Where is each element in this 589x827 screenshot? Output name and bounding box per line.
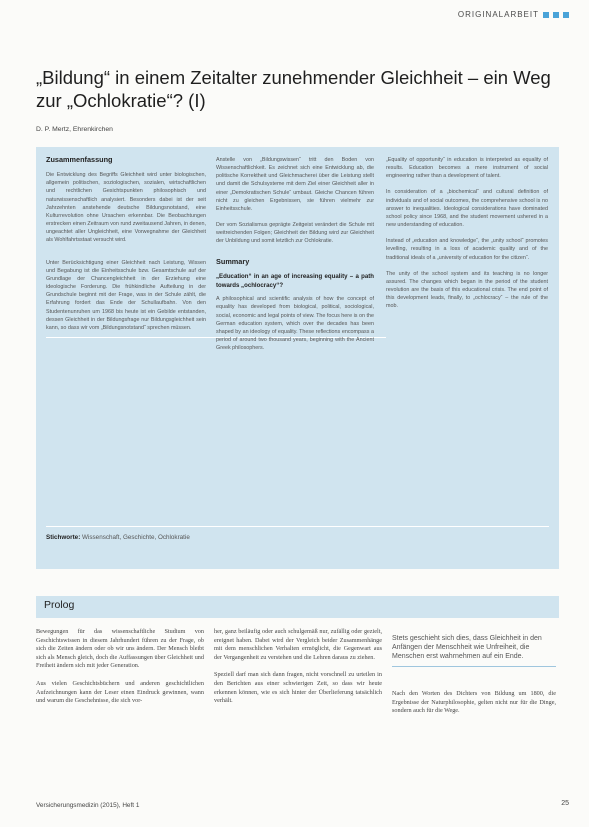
square-icon — [563, 12, 569, 18]
prolog-column-3 — [392, 690, 556, 725]
summary-paragraph: Die Entwicklung des Begriffs Gleichheit wird unter biologischen, allgemein politischen, soziologischen, sozialen, wirtschaftlichen und rechtlichen Gesichtspunkten philosophisch und naturwissenschaftlich analysiert. Besonders dabei ist der seit Jahrzehnten anstehende deutsche Bildungsnotstand, eine Kulturrevolution ohne Ursachen erkennbar. Die Beobachtungen erstrecken einen Zeitraum von rund zweitausend Jahren, in denen, ungeachtet aller Ungleichheit, eine Vorwegnahme der Gleichheit als Wohlfahrtsstaat versucht wird. — [46, 172, 206, 244]
keywords-label: Stichworte: — [46, 534, 81, 541]
body-paragraph: Aus vielen Geschichtsbüchern und anderen geschichtlichen Aufzeichnungen kann der Leser einen Eindruck gewinnen, wann und warum die Geschehnisse, die sich vor- — [36, 679, 204, 705]
summary-english-heading: Summary — [216, 256, 250, 266]
footer-journal: Versicherungsmedizin (2015), Heft 1 — [36, 802, 140, 809]
keywords-text: Wissenschaft, Geschichte, Ochlokratie — [82, 534, 190, 541]
authors: D. P. Mertz, Ehrenkirchen — [36, 126, 113, 133]
prolog-column-2 — [214, 628, 382, 715]
prolog-bar — [36, 596, 559, 618]
summary-column-2 — [216, 156, 374, 360]
summary-heading: Zusammenfassung — [46, 155, 113, 164]
summary-paragraph: Anstelle von „Bildungswissen“ tritt den Boden von Wissenschaftlichkeit. Es zeichnet sich eine Entwicklung ab, die politische Korrektheit und Gleichmacherei über die Leistung stellt und damit die Schulsysteme mit dem Ziel einer Gleichheit aller in einer „Demokratischen Schule“ umbaut. Gleiche Chancen führen nicht zu gleichen Ergebnissen, sie führen vielmehr zur Einheitsschule. — [216, 157, 374, 212]
summary-paragraph: Instead of „education and knowledge“, the „unity school“ promotes levelling, resulting in a loss of academic quality and of the traditional ideals of a „university of education for the citizen“. — [386, 238, 548, 261]
summary-paragraph: Der vom Sozialismus geprägte Zeitgeist verändert die Schule mit weitreichenden Folgen; Gleichheit der Bildung wird zur Gleichheit der Unbildung und somit letztlich zur Ochlokratie. — [216, 222, 374, 245]
page-number: 25 — [561, 800, 569, 807]
summary-paragraph: The unity of the school system and its teaching is no longer assured. The changes which began in the period of the student revolution are the basis of this educational crisis. The end point of this development leads, finally, to „ochlocracy“ – the rule of the mob. — [386, 270, 548, 310]
section-header — [458, 10, 569, 19]
body-paragraph: Nach den Worten des Dichters von Bildung um 1800, die Ergebnisse der Naturphilosophie, gelten nicht nur für die Dinge, sondern auch für die Wege. — [392, 690, 556, 715]
square-icon — [553, 12, 559, 18]
body-paragraph: Bewegungen für das wissenschaftliche Studium von Geschichtswissen in diesem Jahrhundert führen zu der Frage, ob sich die Zeiten ändern oder ob wir uns ändern. Der Mensch bleibt sich als Mensch gleich, doch die Auffassungen über Gleichheit und Freiheit ändern sich mit jeder Generation. — [36, 628, 204, 670]
prolog-heading: Prolog — [44, 599, 75, 611]
summary-paragraph: A philosophical and scientific analysis of how the concept of equality has developed from biological, political, sociological, social, economic and legal points of view. The focus here is on the German education system, which over the decades has been shaped by an ideology of equality. These reflections encompass a period of around two thousand years, beginning with the Ancient Greek philosophers. — [216, 296, 374, 352]
body-paragraph: Speziell darf man sich dann fragen, nicht vorschnell zu urteilen in den Berichten aus einer schwierigen Zeit, so dass wir heute erkennen können, wie es sich hinter der Überlieferung tatsächlich verhält. — [214, 671, 382, 705]
summary-column-3 — [386, 156, 548, 319]
section-label: ORIGINALARBEIT — [457, 10, 539, 19]
prolog-column-1 — [36, 628, 204, 715]
summary-column-1 — [46, 156, 206, 340]
summary-paragraph: Unter Berücksichtigung einer Gleichheit nach Leistung, Wissen und Begabung ist die Einheitsschule bzw. Gesamtschule auf der Grundlage der Chancengleichheit in der Erziehung eine ideologische Forderung. Die frühkindliche Aufteilung in der Grundschule beginnt mit der Frage, was in der Schule zählt, die Erfahrung fordert das Ende der Schullaufbahn. Von den Studentenunruhen um 1968 bis heute ist ein Gebilde entstanden, dessen Gleichheit in der Bildungsfrage nur Bildungsgleichheit sein kann, so dass wir vom „Bildungsnotstand“ sprechen müssen. — [46, 259, 206, 331]
pull-quote: Stets geschieht sich dies, dass Gleichheit in den Anfängen der Menschheit wie Unfreiheit, die Menschen erst wahrnehmen auf ein Ende. — [392, 634, 556, 667]
summary-english-subtitle: „Education“ in an age of increasing equality – a path towards „ochlocracy“? — [216, 272, 374, 289]
square-icon — [543, 12, 549, 18]
divider — [46, 526, 549, 527]
body-paragraph: her, ganz beiläufig oder auch schulgemäß nur, zufällig oder gezielt, ereignet haben. Dabei wird der Vergleich beider Zusammenhänge mit dem menschlichen Verhalten ermöglicht, die Gegenwart aus der Vergangenheit zu verstehen und die Lehren daraus zu ziehen. — [214, 628, 382, 661]
article-title: „Bildung“ in einem Zeitalter zunehmender Gleichheit – ein Weg zur „Ochlokratie“? (I) — [36, 67, 551, 111]
keywords — [46, 534, 546, 541]
summary-paragraph: „Equality of opportunity“ in education is interpreted as equality of results. Education becomes a mere instrument of social engineering rather than a development of talent. — [386, 157, 548, 180]
summary-paragraph: In consideration of a „biochemical“ and cultural definition of individuals and of social outcomes, the comprehensive school is no answer to inequalities. Ideological considerations have dominated school policy since 1968, and the student movement ushered in a new understanding of education. — [386, 189, 548, 229]
